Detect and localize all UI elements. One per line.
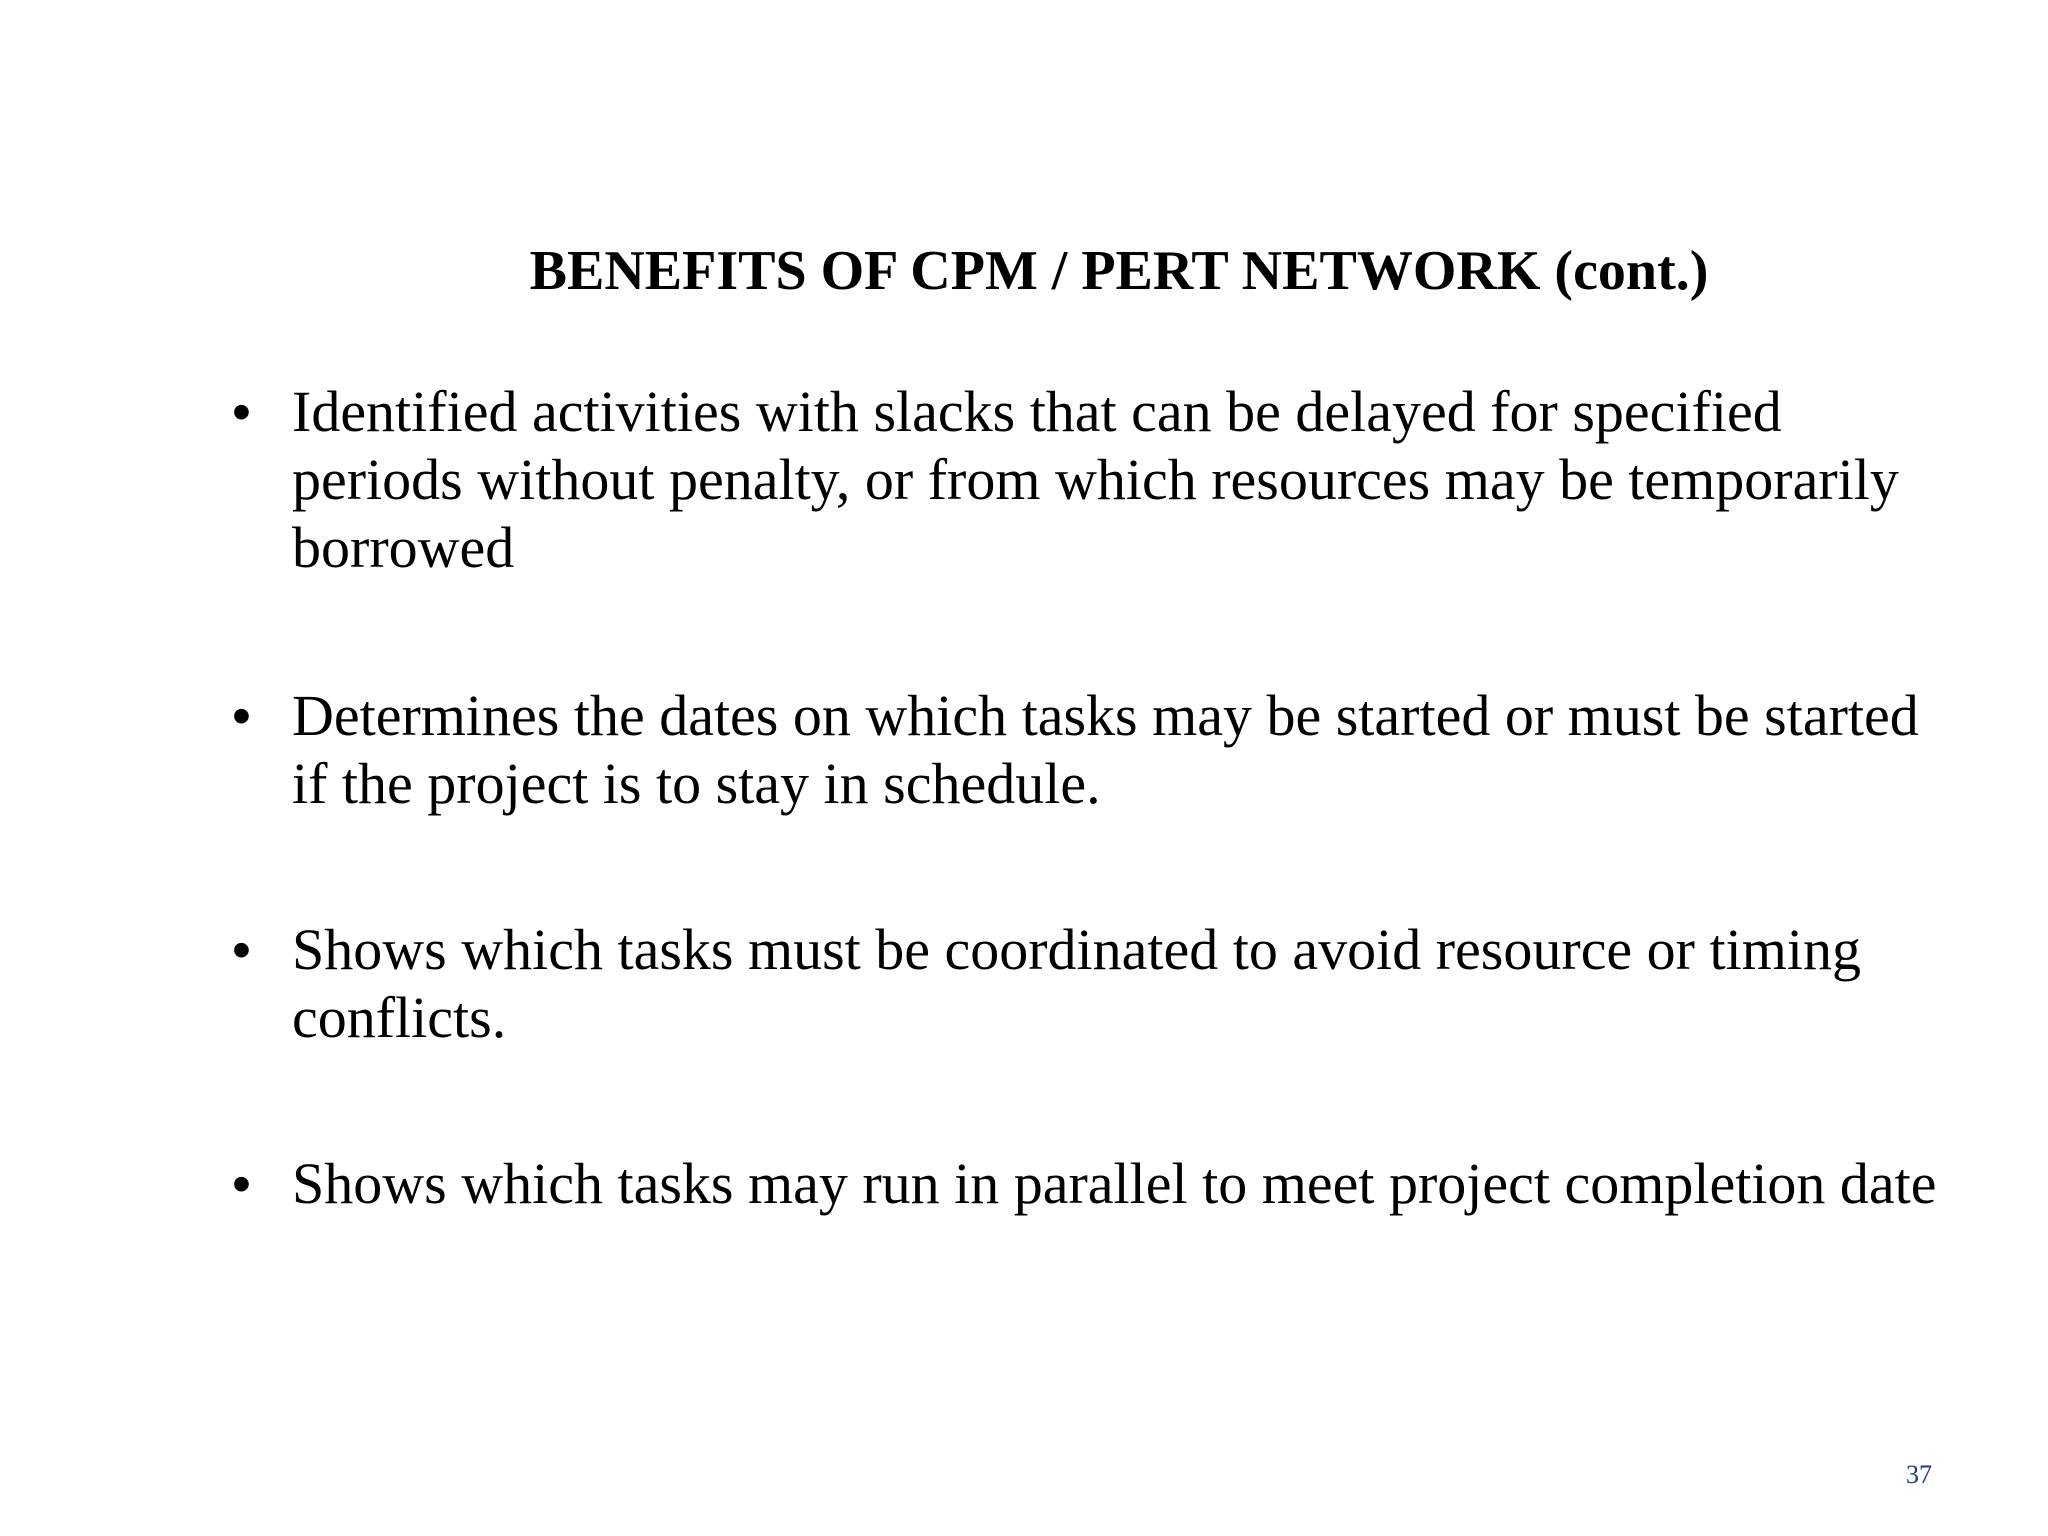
slide-title: BENEFITS OF CPM / PERT NETWORK (cont.) [529, 240, 1709, 302]
bullet-text: Shows which tasks must be coordinated to avoid resource or timing conflicts. [292, 917, 1861, 1050]
bullet-marker: • [232, 920, 251, 980]
bullet-text: Identified activities with slacks that can be delayed for specified periods without penalty, or from which resources may be temporarily borrowed [292, 379, 1899, 580]
bullet-text: Shows which tasks may run in parallel to meet project completion date [292, 1151, 1937, 1216]
bullet-marker: • [232, 686, 251, 746]
bullet-marker: • [232, 1154, 251, 1214]
bullet-marker: • [232, 382, 251, 442]
page-number: 37 [1906, 1460, 1932, 1489]
bullet-text: Determines the dates on which tasks may be started or must be started if the project is to stay in schedule. [292, 683, 1919, 816]
